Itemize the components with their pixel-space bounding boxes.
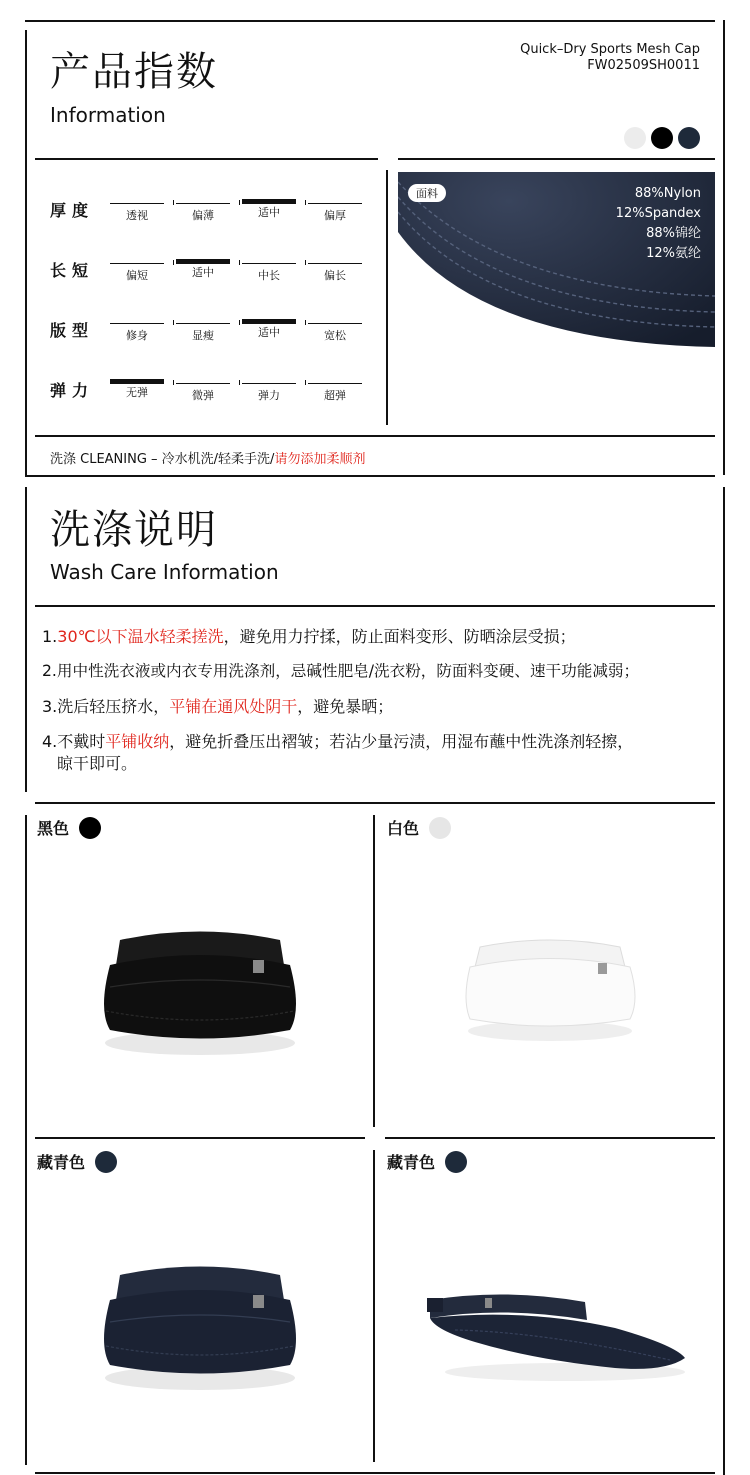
product-meta <box>520 42 700 74</box>
cap-white-image <box>460 935 640 1045</box>
care-text: ，避免折叠压出褶皱；若沾少量污渍，用湿布蘸中性洗涤剂轻擦， <box>169 732 634 751</box>
wash-left-border <box>25 487 27 792</box>
scale-option <box>110 383 164 400</box>
care-text: ，避免暴晒； <box>297 697 394 716</box>
wash-bottom-rule <box>35 802 715 804</box>
scale-bar <box>308 203 362 204</box>
cleaning-top-rule <box>35 435 715 437</box>
scale-tick <box>173 200 174 205</box>
scale-tick <box>173 380 174 385</box>
swatch-black[interactable] <box>651 127 673 149</box>
scale-option-label: 修身 <box>126 329 148 342</box>
grid-vdiv-bottom <box>373 1150 375 1462</box>
scale-option <box>242 323 296 340</box>
care-text: 晾干即可。 <box>57 754 138 774</box>
care-item-1 <box>42 626 576 648</box>
scale-option <box>308 263 362 283</box>
scale-option-label: 适中 <box>258 326 280 339</box>
color-name: 白色 <box>387 819 420 838</box>
scale-option <box>110 323 164 343</box>
scale-option <box>110 203 164 223</box>
color-name: 藏青色 <box>37 1153 86 1172</box>
scale-option <box>176 203 230 223</box>
page-right-border <box>723 487 725 1475</box>
scale-option-label: 适中 <box>192 266 214 279</box>
care-item-3 <box>42 696 393 718</box>
fabric-line: 88%Nylon <box>634 186 701 201</box>
care-highlight: 30℃以下温水轻柔搓洗 <box>57 627 224 646</box>
top-rule <box>25 20 715 22</box>
scale-bar <box>242 383 296 384</box>
scale-option <box>176 323 230 343</box>
scale-option-label: 中长 <box>258 269 280 282</box>
fabric-line: 12%氨纶 <box>646 246 701 261</box>
cleaning-prefix: 洗涤 CLEANING – 冷水机洗/轻柔手洗/ <box>50 452 275 467</box>
scale-tick <box>305 200 306 205</box>
color-label-white <box>387 816 451 839</box>
care-text: 1. <box>42 627 58 646</box>
cap-navy-side-image <box>415 1280 695 1385</box>
care-item-2 <box>42 661 639 683</box>
scale-option-label: 偏薄 <box>192 209 214 222</box>
section1-bottom-rule <box>25 475 715 477</box>
wash-title-en: Wash Care Information <box>50 560 279 584</box>
scale-option-label: 偏长 <box>324 269 346 282</box>
scale-option-label: 显瘦 <box>192 329 214 342</box>
care-highlight: 平铺收纳 <box>105 732 170 751</box>
cleaning-warning: 请勿添加柔顺剂 <box>274 452 366 467</box>
scale-option <box>176 383 230 403</box>
info-divider-right <box>398 158 715 160</box>
scale-option-label: 偏短 <box>126 269 148 282</box>
scale-bar <box>176 203 230 204</box>
care-text: ，避免用力拧揉，防止面料变形、防晒涂层受损； <box>223 627 576 646</box>
fabric-line: 12%Spandex <box>615 206 701 221</box>
scale-tick <box>305 260 306 265</box>
scale-tick <box>239 260 240 265</box>
attr-label: 弹力 <box>50 381 95 400</box>
fabric-composition <box>616 184 701 264</box>
scale-option-label: 超弹 <box>324 389 346 402</box>
attr-label: 版型 <box>50 321 95 340</box>
scale-bar <box>308 323 362 324</box>
wash-title-cn: 洗涤说明 <box>50 507 218 553</box>
info-divider-left <box>35 158 378 160</box>
color-dot <box>79 817 101 839</box>
scale-tick <box>239 200 240 205</box>
cap-black-image <box>90 925 310 1060</box>
cleaning-line <box>50 448 365 467</box>
grid-bottom-rule <box>35 1472 715 1474</box>
color-label-black <box>37 816 101 839</box>
wash-title-rule <box>35 605 715 607</box>
scale-tick <box>173 260 174 265</box>
swatch-white[interactable] <box>624 127 646 149</box>
scale-option-label: 宽松 <box>324 329 346 342</box>
scale-option <box>242 383 296 403</box>
swatch-navy[interactable] <box>678 127 700 149</box>
cap-navy-front-image <box>90 1260 310 1395</box>
scale-option <box>308 323 362 343</box>
color-label-navy-side <box>387 1150 467 1173</box>
scale-tick <box>173 320 174 325</box>
scale-bar <box>176 383 230 384</box>
scale-bar <box>110 203 164 204</box>
scale-option <box>176 263 230 280</box>
info-title-cn: 产品指数 <box>50 49 218 95</box>
scale-tick <box>239 320 240 325</box>
color-dot <box>429 817 451 839</box>
color-name: 黑色 <box>37 819 70 838</box>
grid-hdiv-left <box>35 1137 365 1139</box>
info-title-en: Information <box>50 103 166 127</box>
scale-tick <box>305 320 306 325</box>
scale-option-label: 弹力 <box>258 389 280 402</box>
attr-vertical-divider <box>386 170 388 425</box>
scale-option-label: 适中 <box>258 206 280 219</box>
scale-bar <box>110 323 164 324</box>
left-border <box>25 30 27 475</box>
fabric-tag: 面料 <box>408 184 446 202</box>
scale-option-label: 无弹 <box>126 386 148 399</box>
care-text: 4.不戴时 <box>42 732 106 751</box>
scale-bar <box>308 263 362 264</box>
scale-option <box>110 263 164 283</box>
grid-left-border <box>25 815 27 1465</box>
color-dot <box>445 1151 467 1173</box>
scale-option-label: 微弹 <box>192 389 214 402</box>
care-item-4 <box>42 731 633 776</box>
fabric-line: 88%锦纶 <box>646 226 701 241</box>
scale-bar <box>176 323 230 324</box>
scale-bar <box>242 263 296 264</box>
product-code: FW02509SH0011 <box>587 58 700 73</box>
grid-vdiv-top <box>373 815 375 1127</box>
attr-label: 厚度 <box>50 201 95 220</box>
fabric-photo <box>398 172 715 367</box>
right-border <box>723 20 725 475</box>
scale-option <box>308 203 362 223</box>
scale-tick <box>305 380 306 385</box>
scale-bar <box>110 263 164 264</box>
scale-option <box>242 263 296 283</box>
color-name: 藏青色 <box>387 1153 436 1172</box>
care-text: 2.用中性洗衣液或内衣专用洗涤剂，忌碱性肥皂/洗衣粉，防面料变硬、速干功能减弱； <box>42 662 640 680</box>
scale-bar <box>308 383 362 384</box>
scale-option <box>242 203 296 220</box>
grid-hdiv-right <box>385 1137 715 1139</box>
care-text: 3.洗后轻压挤水， <box>42 697 170 716</box>
scale-option-label: 透视 <box>126 209 148 222</box>
scale-tick <box>239 380 240 385</box>
product-name: Quick–Dry Sports Mesh Cap <box>520 42 700 57</box>
color-dot <box>95 1151 117 1173</box>
attr-label: 长短 <box>50 261 95 280</box>
care-highlight: 平铺在通风处阴干 <box>169 697 298 716</box>
scale-option <box>308 383 362 403</box>
color-label-navy-front <box>37 1150 117 1173</box>
scale-option-label: 偏厚 <box>324 209 346 222</box>
